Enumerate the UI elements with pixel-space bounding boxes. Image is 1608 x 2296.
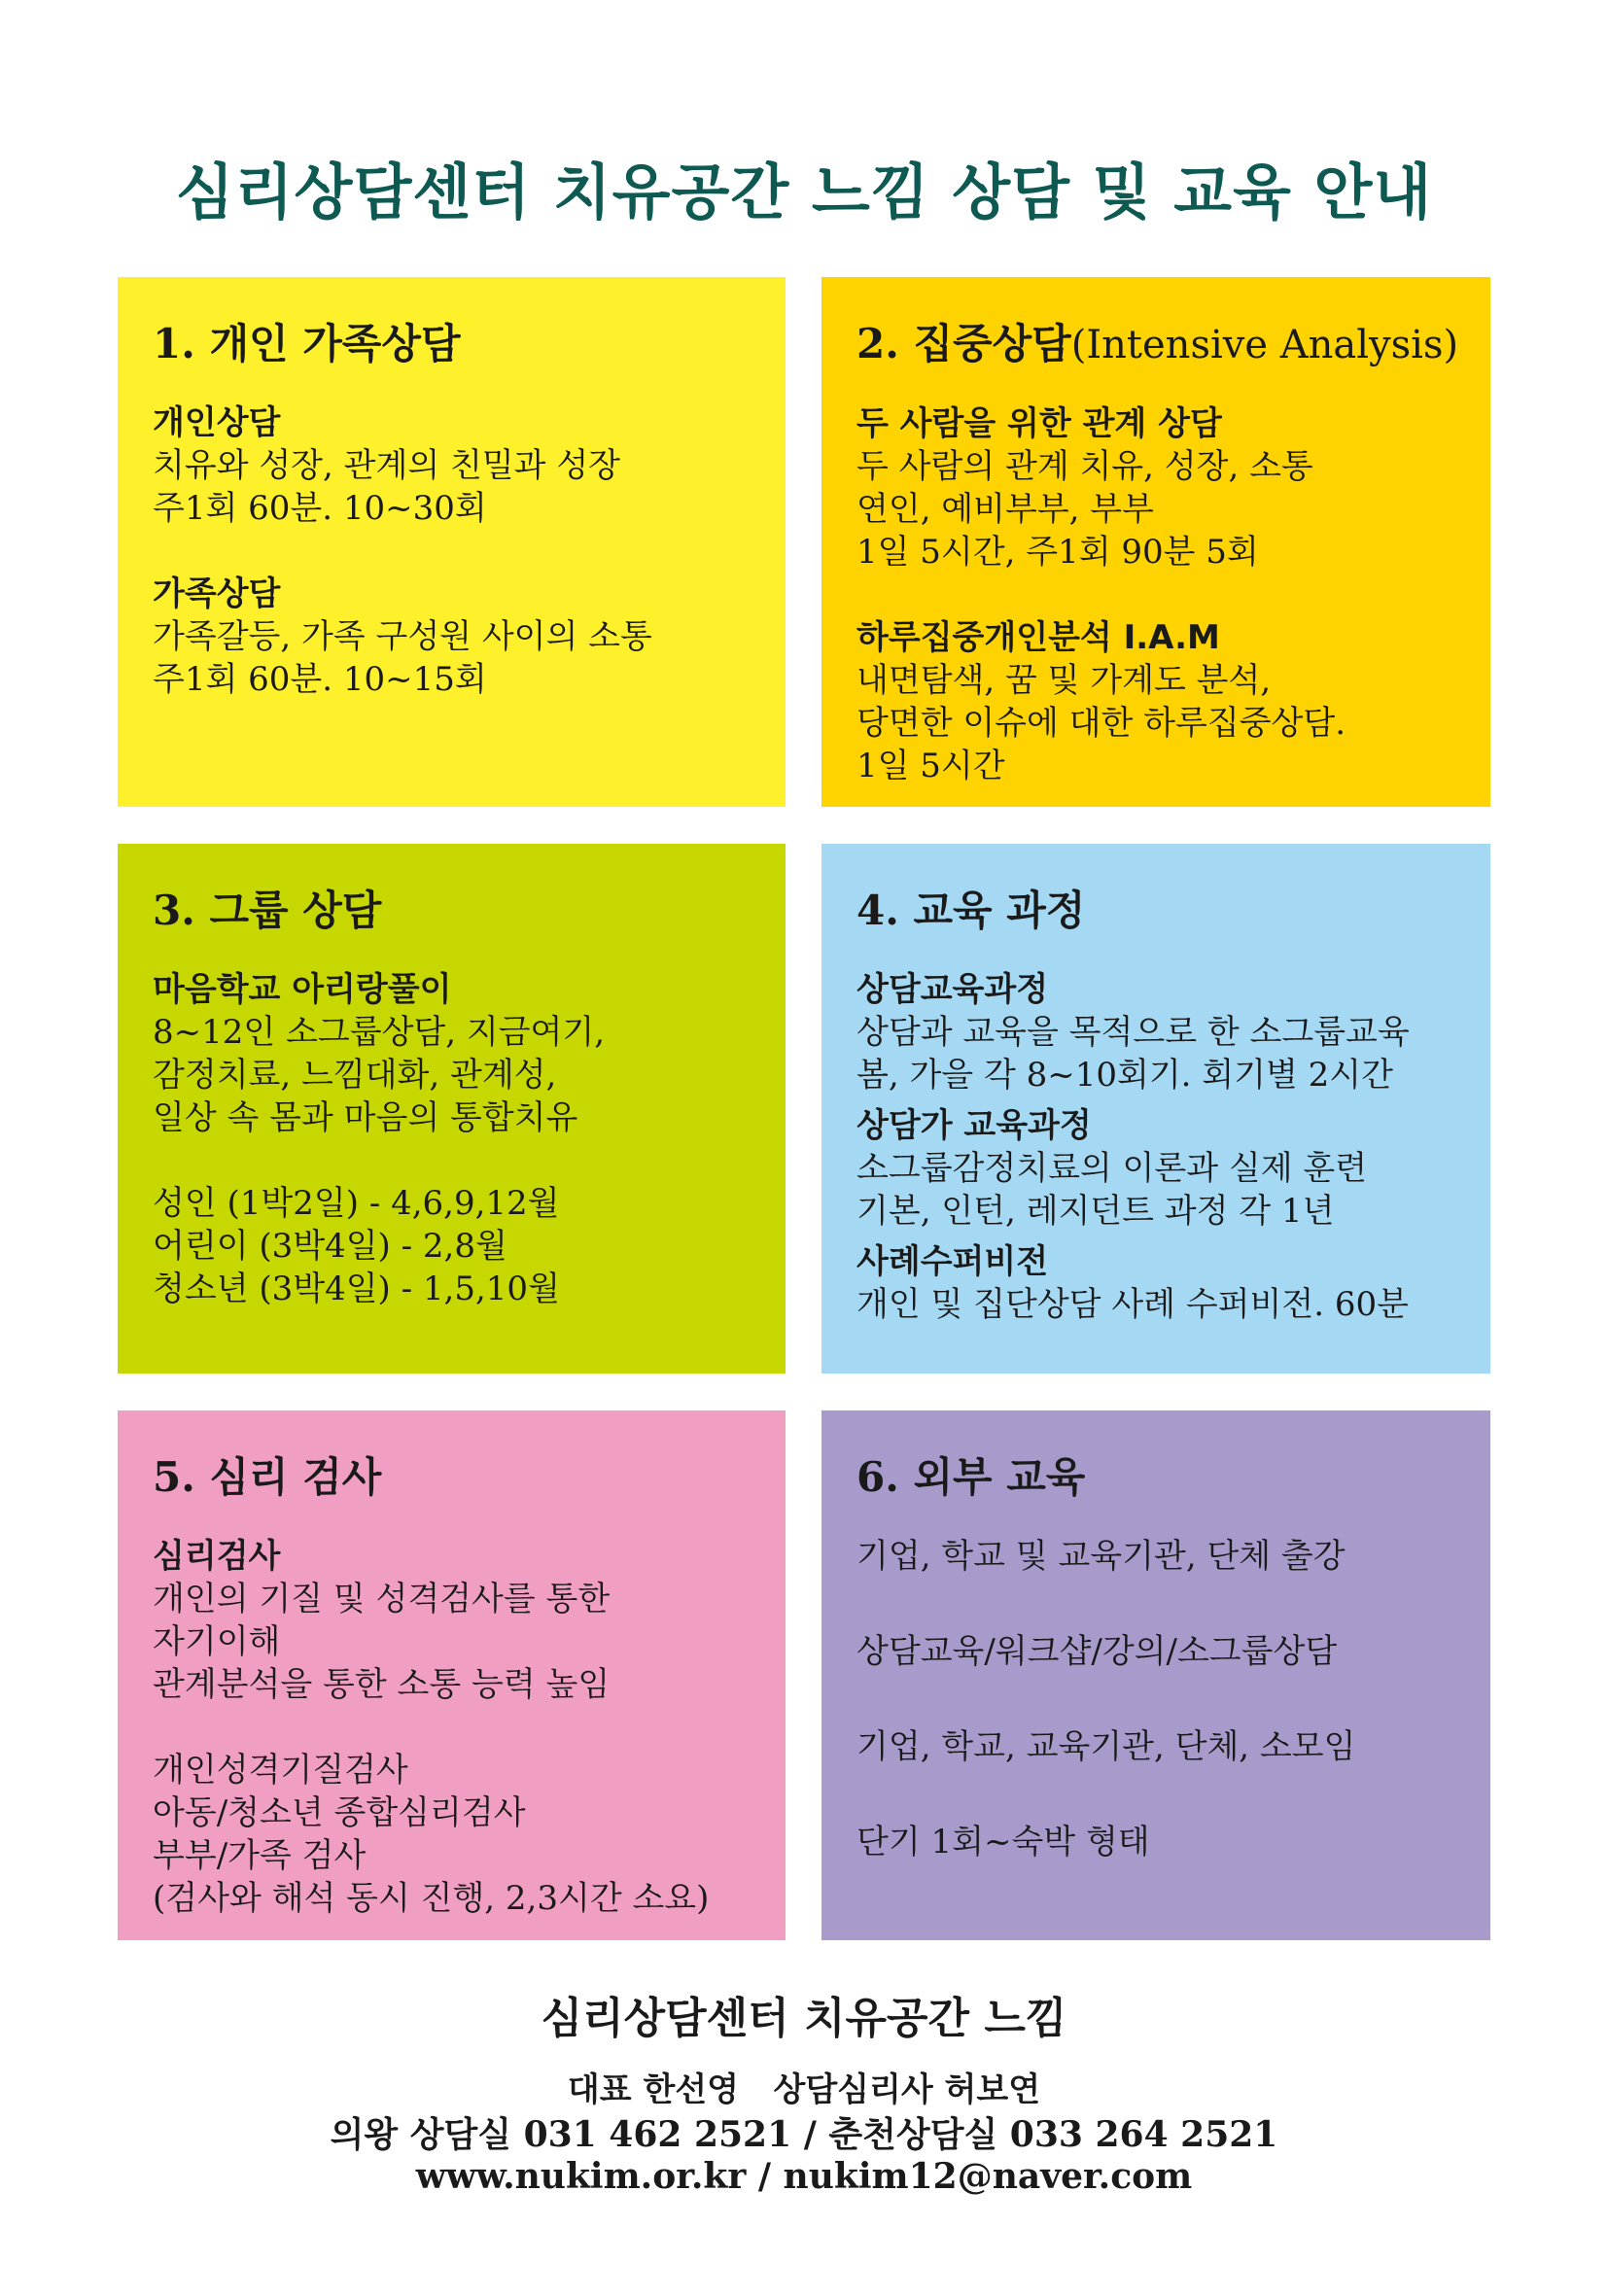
text-line: 소그룹감정치료의 이론과 실제 훈련 [856, 1149, 1368, 1188]
text-line: 기업, 학교, 교육기관, 단체, 소모임 [856, 1727, 1356, 1766]
section-heading: 4. 교육 과정 [856, 887, 1086, 934]
section-heading: 6. 외부 교육 [856, 1453, 1086, 1501]
text-line: 일상 속 몸과 마음의 통합치유 [153, 1098, 578, 1137]
text-line: 내면탐색, 꿈 및 가계도 분석, [856, 661, 1272, 700]
section-heading: 1. 개인 가족상담 [153, 320, 461, 367]
section-education-courses [821, 844, 1490, 1374]
page-title: 심리상담센터 치유공간 느낌 상담 및 교육 안내 [175, 157, 1433, 227]
text-line: 봄, 가을 각 8~10회기. 회기별 2시간 [856, 1056, 1393, 1095]
text-line: 1일 5시간, 주1회 90분 5회 [856, 533, 1259, 572]
text-line: 자기이해 [153, 1622, 281, 1661]
text-line: 개인의 기질 및 성격검사를 통한 [153, 1580, 611, 1618]
text-line: 개인 및 집단상담 사례 수퍼비전. 60분 [856, 1285, 1409, 1324]
section-heading [856, 316, 1457, 373]
footer-center-name: 심리상담센터 치유공간 느낌 [541, 1994, 1067, 2043]
text-line: 기본, 인턴, 레지던트 과정 각 1년 [856, 1192, 1335, 1231]
section-intensive-counseling [821, 277, 1490, 807]
text-line: 아동/청소년 종합심리검사 [153, 1793, 526, 1832]
section-heading: 3. 그룹 상담 [153, 887, 382, 934]
subsection-title: 상담가 교육과정 [856, 1106, 1092, 1145]
section-individual-family-counseling [118, 277, 786, 807]
text-line: 연인, 예비부부, 부부 [856, 490, 1154, 529]
text-line: 개인성격기질검사 [153, 1751, 408, 1790]
section-heading-en: (Intensive Analysis) [1070, 323, 1459, 367]
text-line: 주1회 60분. 10~15회 [153, 660, 487, 699]
subsection-title: 심리검사 [153, 1537, 281, 1576]
subsection-title: 마음학교 아리랑풀이 [153, 970, 452, 1009]
schedule-line: 어린이 (3박4일) - 2,8월 [153, 1227, 507, 1266]
text-line: 상담과 교육을 목적으로 한 소그룹교육 [856, 1013, 1410, 1052]
section-psychological-testing [118, 1410, 786, 1940]
subsection-title: 가족상담 [153, 574, 281, 613]
text-line: 당면한 이슈에 대한 하루집중상담. [856, 704, 1346, 743]
text-line: 두 사람의 관계 치유, 성장, 소통 [856, 447, 1313, 486]
footer-web-email: www.nukim.or.kr / nukim12@naver.com [415, 2156, 1193, 2197]
text-line: 상담교육/워크샵/강의/소그룹상담 [856, 1632, 1338, 1671]
footer-staff: 대표 한선영 상담심리사 허보연 [567, 2070, 1041, 2109]
text-line: (검사와 해석 동시 진행, 2,3시간 소요) [153, 1879, 710, 1918]
text-line: 8~12인 소그룹상담, 지금여기, [153, 1013, 606, 1052]
section-heading: 5. 심리 검사 [153, 1453, 382, 1501]
text-line: 치유와 성장, 관계의 친밀과 성장 [153, 446, 621, 485]
subsection-title: 두 사람을 위한 관계 상담 [856, 404, 1222, 443]
subsection-title: 상담교육과정 [856, 970, 1049, 1009]
section-group-counseling [118, 844, 786, 1374]
text-line: 기업, 학교 및 교육기관, 단체 출강 [856, 1537, 1346, 1576]
subsection-title: 개인상담 [153, 403, 281, 442]
text-line: 부부/가족 검사 [153, 1836, 367, 1875]
text-line: 관계분석을 통한 소통 능력 높임 [153, 1665, 611, 1704]
text-line: 1일 5시간 [856, 747, 1005, 785]
schedule-line: 청소년 (3박4일) - 1,5,10월 [153, 1270, 560, 1308]
text-line: 가족갈등, 가족 구성원 사이의 소통 [153, 617, 652, 656]
subsection-title: 사례수퍼비전 [856, 1242, 1049, 1281]
text-line: 감정치료, 느낌대화, 관계성, [153, 1056, 557, 1095]
text-line: 단기 1회~숙박 형태 [856, 1823, 1150, 1861]
section-external-education [821, 1410, 1490, 1940]
text-line: 주1회 60분. 10~30회 [153, 489, 487, 528]
schedule-line: 성인 (1박2일) - 4,6,9,12월 [153, 1184, 560, 1223]
subsection-title: 하루집중개인분석 I.A.M [856, 618, 1220, 657]
section-heading-ko: 2. 집중상담 [856, 320, 1071, 367]
footer-phones: 의왕 상담실 031 462 2521 / 춘천상담실 033 264 2521 [330, 2114, 1278, 2155]
